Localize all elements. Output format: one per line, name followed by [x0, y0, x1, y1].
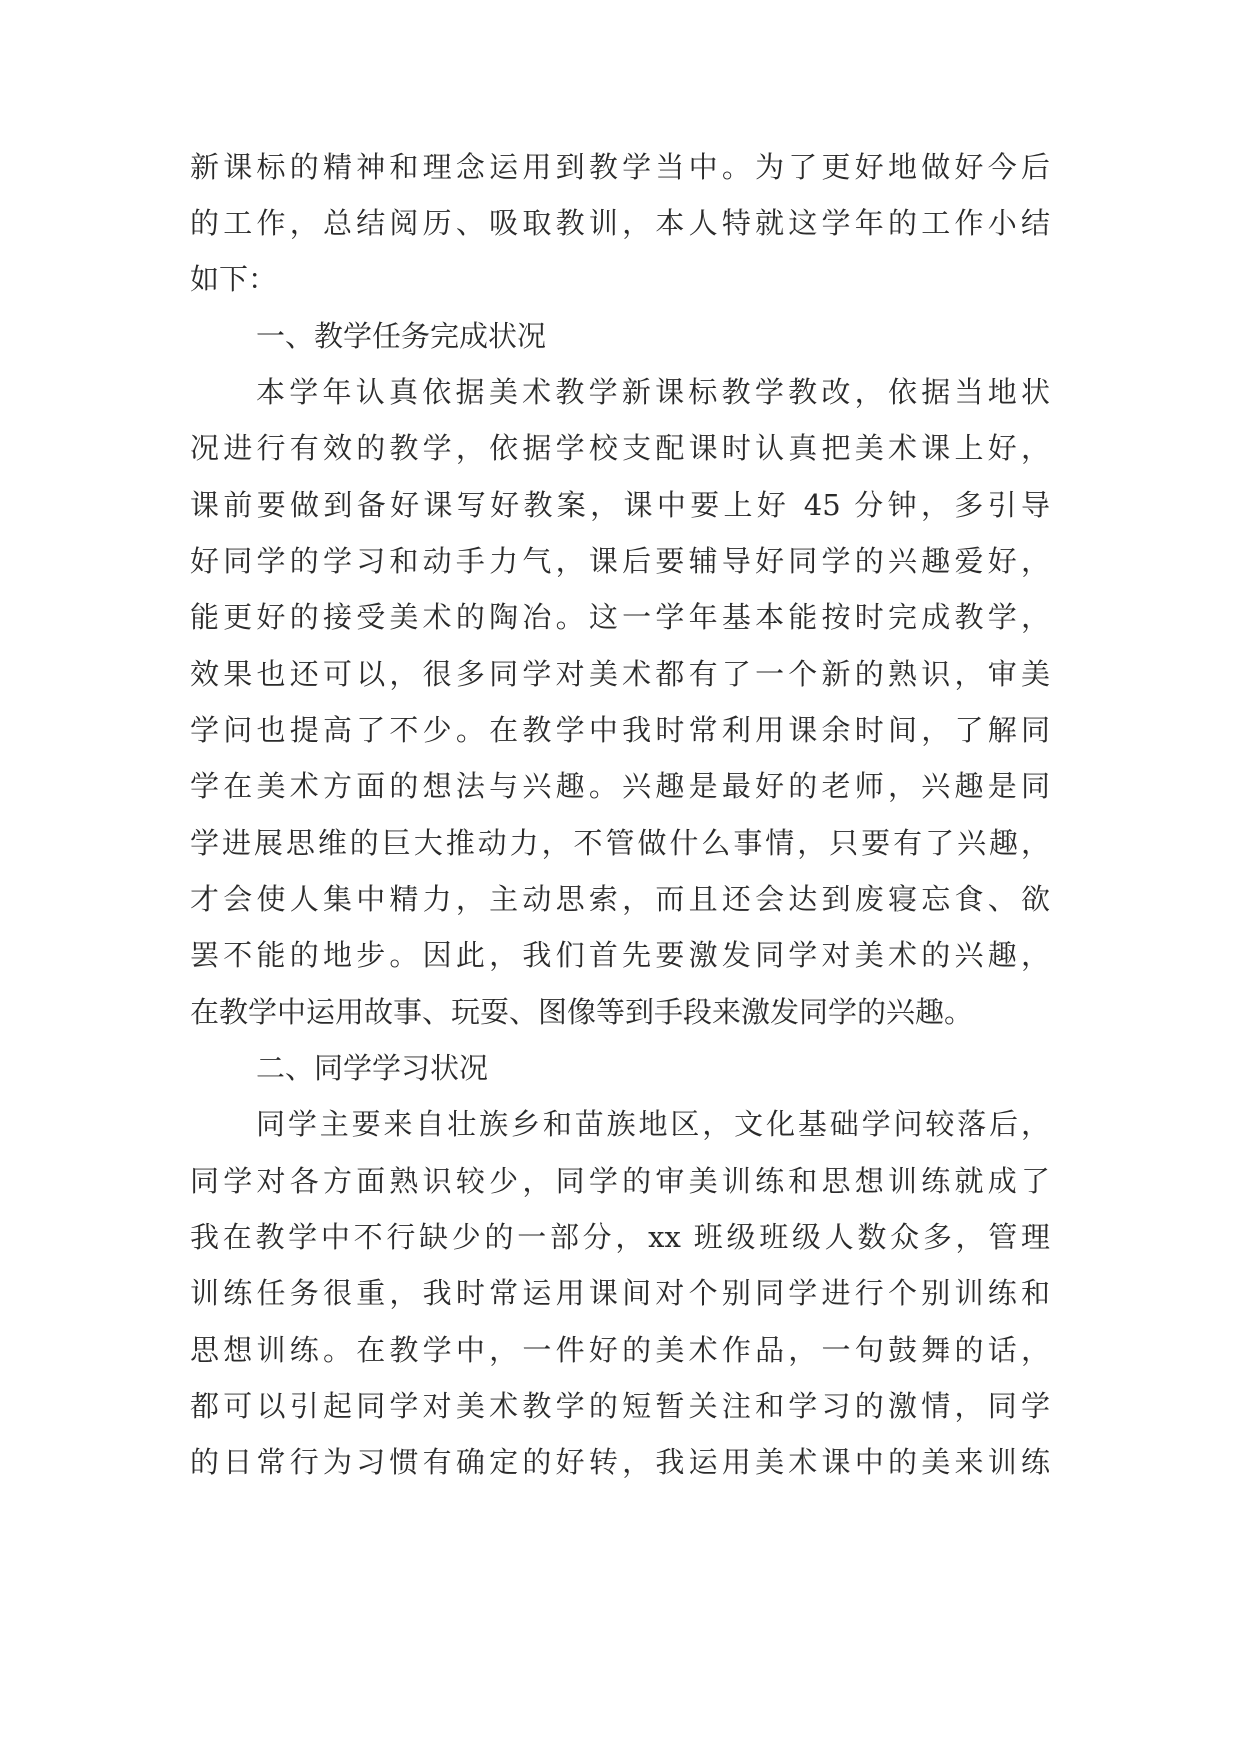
text-line-23: 都可以引起同学对美术教学的短暂关注和学习的激情，同学 [190, 1389, 1050, 1423]
text-line-2: 的工作，总结阅历、吸取教训，本人特就这学年的工作小结 [190, 206, 1050, 240]
section-heading-1: 一、教学任务完成状况 [256, 319, 547, 353]
text-line-15: 罢不能的地步。因此，我们首先要激发同学对美术的兴趣， [190, 938, 1050, 972]
text-line-24: 的日常行为习惯有确定的好转，我运用美术课中的美来训练 [190, 1445, 1050, 1479]
text-line-21: 训练任务很重，我时常运用课间对个别同学进行个别训练和 [190, 1276, 1050, 1310]
text-line-5: 本学年认真依据美术教学新课标教学教改，依据当地状 [256, 375, 1050, 409]
text-line-16: 在教学中运用故事、玩耍、图像等到手段来激发同学的兴趣。 [190, 995, 974, 1029]
text-line-9: 能更好的接受美术的陶冶。这一学年基本能按时完成教学， [190, 600, 1050, 634]
text-line-6: 况进行有效的教学，依据学校支配课时认真把美术课上好， [190, 431, 1050, 465]
text-line-18: 同学主要来自壮族乡和苗族地区，文化基础学问较落后， [256, 1107, 1050, 1141]
text-line-10: 效果也还可以，很多同学对美术都有了一个新的熟识，审美 [190, 657, 1050, 691]
text-line-20: 我在教学中不行缺少的一部分，xx 班级班级人数众多，管理 [190, 1220, 1050, 1254]
text-line-22: 思想训练。在教学中，一件好的美术作品，一句鼓舞的话， [190, 1333, 1050, 1367]
text-line-11: 学问也提高了不少。在教学中我时常利用课余时间，了解同 [190, 713, 1050, 747]
text-line-3: 如下： [190, 262, 278, 296]
text-line-12: 学在美术方面的想法与兴趣。兴趣是最好的老师，兴趣是同 [190, 769, 1050, 803]
text-line-14: 才会使人集中精力，主动思索，而且还会达到废寝忘食、欲 [190, 882, 1050, 916]
text-line-19: 同学对各方面熟识较少，同学的审美训练和思想训练就成了 [190, 1164, 1050, 1198]
section-heading-2: 二、同学学习状况 [256, 1051, 489, 1085]
text-line-7: 课前要做到备好课写好教案，课中要上好 45 分钟，多引导 [190, 488, 1050, 522]
text-line-13: 学进展思维的巨大推动力，不管做什么事情，只要有了兴趣， [190, 826, 1050, 860]
text-line-8: 好同学的学习和动手力气，课后要辅导好同学的兴趣爱好， [190, 544, 1050, 578]
text-line-1: 新课标的精神和理念运用到教学当中。为了更好地做好今后 [190, 150, 1050, 184]
